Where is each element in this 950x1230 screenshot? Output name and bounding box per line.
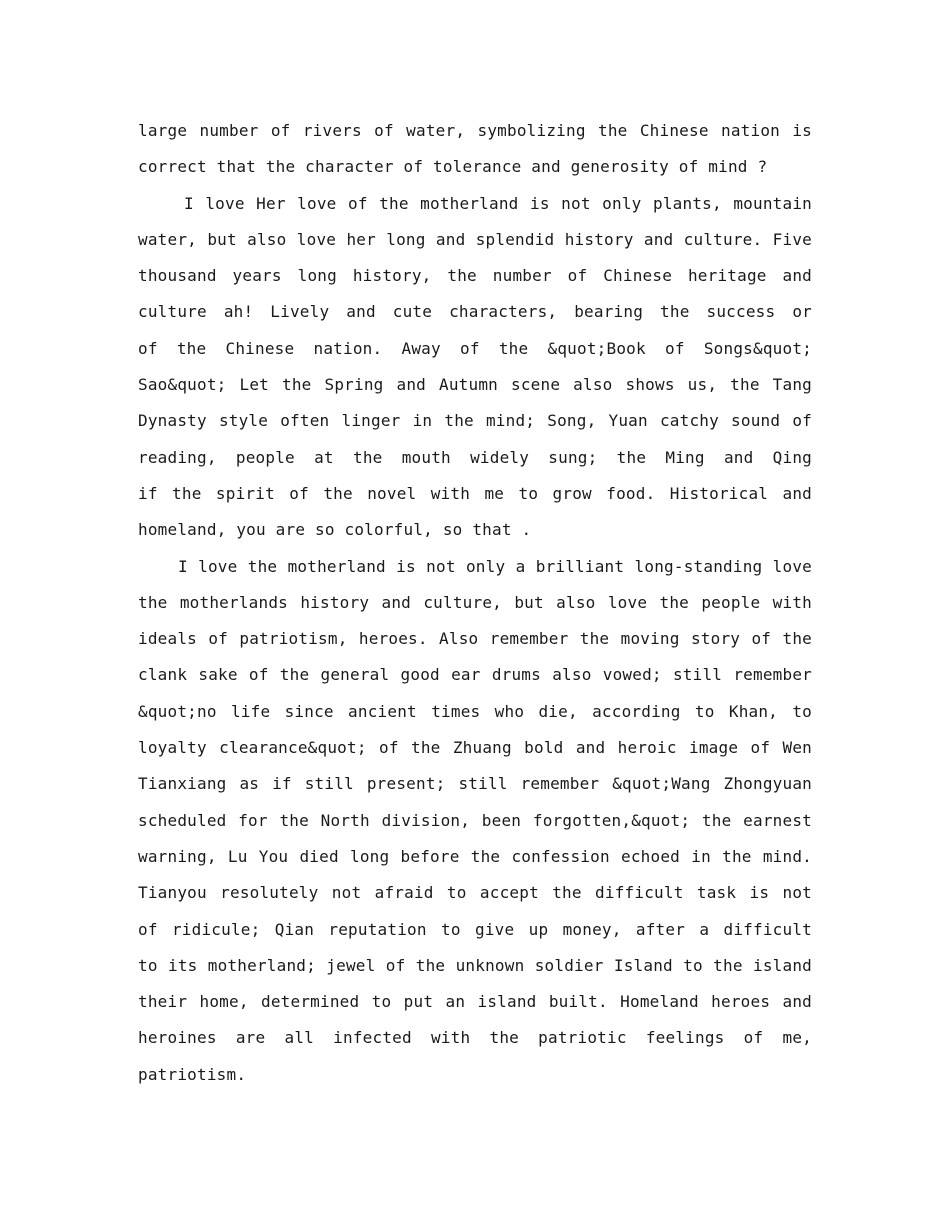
text-line: of the Chinese nation. Away of the &quot;Book of Songs&quot; — [138, 338, 812, 358]
text-line: homeland, you are so colorful, so that . — [138, 520, 532, 540]
text-line: loyalty clearance&quot; of the Zhuang bold and heroic image of Wen — [138, 738, 812, 758]
text-line: water, but also love her long and splendid history and culture. Five — [138, 229, 812, 249]
text-line: reading, people at the mouth widely sung; the Ming and Qing — [138, 447, 812, 467]
paragraph-3 — [138, 549, 812, 1093]
text-line: heroines are all infected with the patriotic feelings of me, — [138, 1028, 812, 1048]
text-line: Sao&quot; Let the Spring and Autumn scene also shows us, the Tang — [138, 375, 812, 395]
text-line: culture ah! Lively and cute characters, bearing the success or — [138, 302, 812, 322]
text-line: to its motherland; jewel of the unknown soldier Island to the island — [138, 955, 812, 975]
text-line: Tianyou resolutely not afraid to accept the difficult task is not — [138, 883, 812, 903]
text-line: large number of rivers of water, symbolizing the Chinese nation is — [138, 121, 812, 140]
text-line: of ridicule; Qian reputation to give up money, after a difficult — [138, 919, 812, 939]
text-line: correct that the character of tolerance and generosity of mind ? — [138, 157, 768, 177]
text-line: Dynasty style often linger in the mind; Song, Yuan catchy sound of — [138, 411, 812, 431]
text-line: thousand years long history, the number of Chinese heritage and — [138, 266, 812, 286]
text-line: scheduled for the North division, been forgotten,&quot; the earnest — [138, 810, 812, 830]
text-line: &quot;no life since ancient times who die, according to Khan, to — [138, 701, 812, 721]
paragraph-1 — [138, 113, 812, 186]
text-line: ideals of patriotism, heroes. Also remember the moving story of the — [138, 629, 812, 649]
text-line: their home, determined to put an island built. Homeland heroes and — [138, 992, 812, 1012]
text-line: clank sake of the general good ear drums also vowed; still remember — [138, 665, 812, 685]
text-line: I love the motherland is not only a brilliant long-standing love — [178, 556, 812, 576]
paragraph-2 — [138, 186, 812, 549]
text-line: if the spirit of the novel with me to grow food. Historical and — [138, 483, 812, 503]
text-line: patriotism. — [138, 1064, 247, 1084]
text-line: the motherlands history and culture, but also love the people with — [138, 592, 812, 612]
text-line: warning, Lu You died long before the confession echoed in the mind. — [138, 846, 812, 866]
text-line: I love Her love of the motherland is not only plants, mountain — [184, 193, 812, 213]
text-line: Tianxiang as if still present; still remember &quot;Wang Zhongyuan — [138, 774, 812, 794]
document-body — [138, 113, 812, 1093]
